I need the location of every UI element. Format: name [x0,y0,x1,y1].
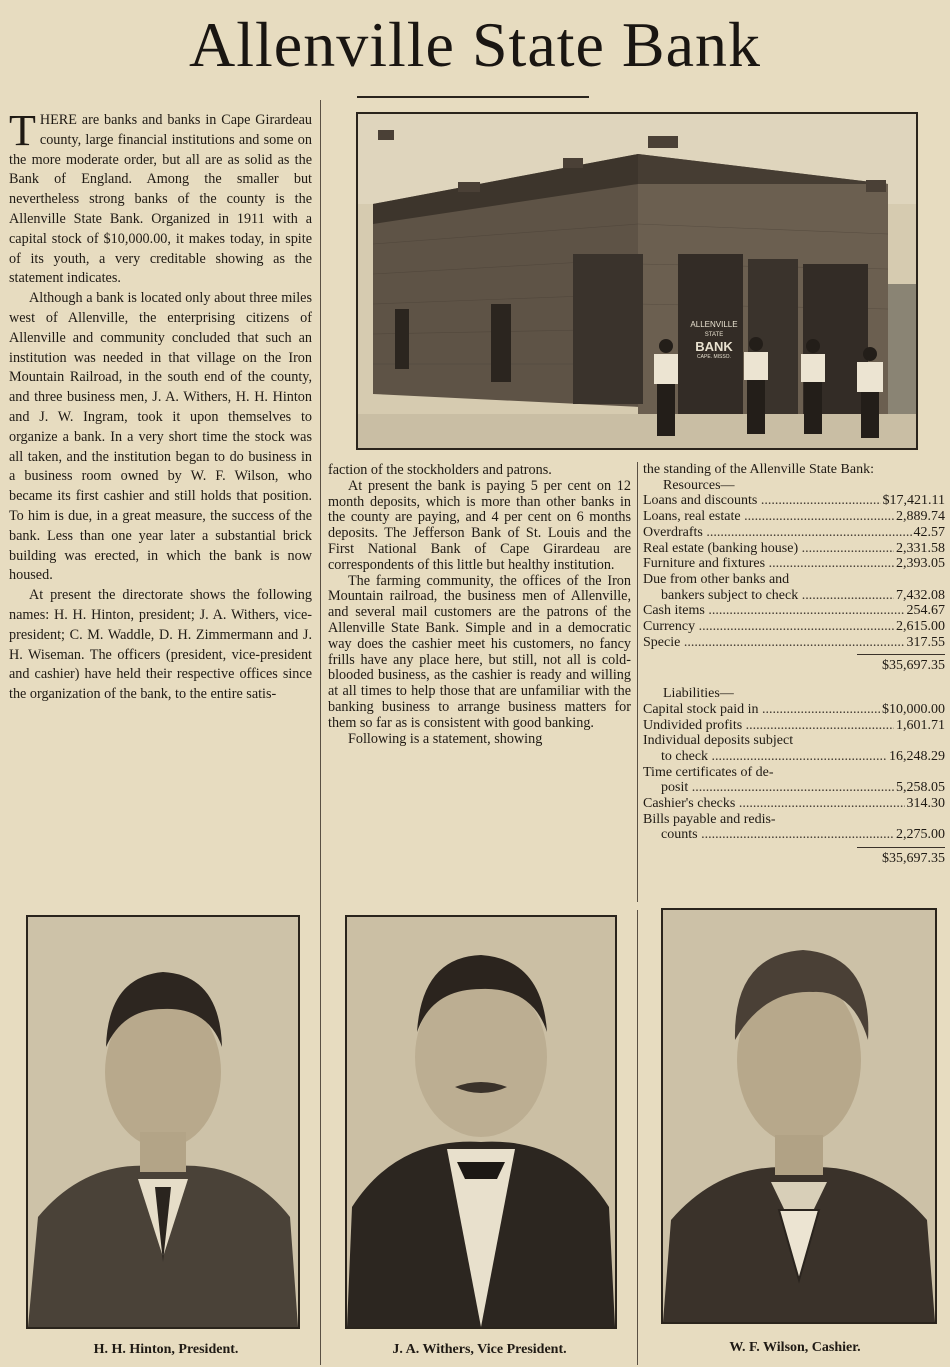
resources-table [643,493,945,650]
statement-row-amount: 2,889.74 [896,509,945,525]
statement-row-label: Loans, real estate ..... [643,509,894,525]
article-column-1 [9,111,312,906]
liabilities-total-rule [857,847,945,848]
portrait-withers-illustration [347,917,615,1327]
statement-row-label: Furniture and fixtures ..... [643,556,894,572]
statement-row [643,780,945,796]
portrait-hinton [26,915,300,1329]
statement-row [643,827,945,843]
statement-row-label: Overdrafts ..... [643,525,912,541]
statement-row [643,509,945,525]
statement-row-amount [943,765,945,781]
statement-row-amount: 42.57 [913,524,945,540]
statement-row-label: counts ..... [643,827,894,843]
statement-row [643,796,945,812]
paragraph: At present the bank is paying 5 per cent on 12 month deposits, which is more than other banks in the county are paying, and 4 per cent on 6 months deposits. The Jefferson Bank of St. Louis and the First National Bank of Cape Girardeau are correspondents of this little but healthy institution. [328,477,631,573]
column-rule-4 [637,910,638,1365]
statement-row-label: Loans and discounts ..... [643,493,881,509]
paragraph: faction of the stockholders and patrons. [328,463,552,478]
statement-row-label: bankers subject to check ..... [643,588,894,604]
statement-row [643,765,945,781]
statement-row-amount: 5,258.05 [896,780,945,796]
statement-row-amount [943,812,945,828]
statement-row [643,733,945,749]
column-rule-1 [320,100,321,910]
liabilities-total: $35,697.35 [882,851,945,867]
statement-row-amount [943,572,945,588]
statement-row [643,702,945,718]
statement-row [643,588,945,604]
statement-row-label: Undivided profits ..... [643,718,894,734]
paragraph-text: HERE are banks and banks in Cape Girardeau county, large financial institutions and some on the more moderate order, but all are as solid as the Bank of England. Among the smaller but nevertheless strong banks of the county is the Allenville State Bank. Organized in 1911 with a capital stock of $10,000.00, it makes today, in spite of its youth, a very creditable showing as the statement indicates. [9,112,312,287]
statement-row-amount: $10,000.00 [882,701,945,717]
paragraph: Following is a statement, showing [348,730,543,747]
paragraph: The farming community, the offices of the Iron Mountain railroad, the business men of Allenville, and several mail customers are the patrons of the Allenville State Bank. Simple and in a democratic way does the cashier meet his customers, no fancy frills have any place here, but still, not all is cold-blooded business, as the cashier is ready and willing at all times to help those that are unfamiliar with the banking business to arrange business matters for them so far as is consistent with good banking. [328,572,631,731]
statement-row [643,603,945,619]
bank-window-sign [680,319,748,363]
statement-row-label: Real estate (banking house) ..... [643,541,894,557]
paragraph: Although a bank is located only about three miles west of Allenville, the enterprising citizens of Allenville and community concluded that such an institution was needed in that village on the Iron Mountain Railroad, in the south end of the county, and three business men, J. A. Withers, H. H. Hinton and J. W. Ingram, took it upon themselves to organize a bank. In a very short time the stock was all taken, and the institution began to do business in a business room owned by W. F. Wilson, who became its first cashier and still holds that position. To him is due, in a great measure, the success of the bank. Less than one year later a substantial brick building was erected, in which the bank is now housed. [9,290,312,584]
article-column-2 [328,463,631,893]
portrait-wilson-illustration [663,910,935,1322]
statement-row-amount: 7,432.08 [896,587,945,603]
statement-row-amount: 1,601.71 [896,717,945,733]
statement-row-label: Specie ..... [643,635,905,651]
paragraph [9,111,312,289]
statement-row [643,572,945,588]
caption-hinton: H. H. Hinton, President. [93,1342,239,1357]
statement-row-amount: 254.67 [906,603,945,619]
sign-line-1: ALLENVILLE [690,320,738,329]
article-title: Allenville State Bank [189,9,761,80]
resources-total-rule [857,654,945,655]
statement-row-label: Currency ..... [643,619,894,635]
statement-row-amount: 314.30 [906,796,945,812]
statement-row-amount [943,733,945,749]
statement-row-label: Capital stock paid in ..... [643,702,880,718]
statement-row-label: to check ..... [643,749,887,765]
statement-row [643,619,945,635]
statement-row-label: Individual deposits subject [643,733,794,749]
statement-row-amount: 2,615.00 [896,619,945,635]
portrait-wilson [661,908,937,1324]
statement-row-label: Cash items ..... [643,603,905,619]
bank-building-photo [356,112,918,450]
column-rule-2 [637,462,638,902]
statement-row [643,525,945,541]
statement-row [643,718,945,734]
resources-heading: Resources— [663,477,735,493]
drop-cap: T [9,111,36,155]
statement-row-amount: 2,331.58 [896,540,945,556]
statement-row-label: Bills payable and redis- [643,811,776,827]
statement-row-label: Time certificates of de- [643,764,774,780]
statement-row [643,556,945,572]
statement-row-label: Cashier's checks ..... [643,796,905,812]
statement-row [643,749,945,765]
caption-withers: J. A. Withers, Vice President. [392,1342,567,1357]
statement-row [643,635,945,651]
statement-row-amount: $17,421.11 [882,493,945,509]
sign-line-2: STATE [704,332,724,338]
statement-row-label: Due from other banks and [643,571,790,587]
liabilities-heading: Liabilities— [663,686,734,702]
title-rule [357,96,589,98]
portrait-withers [345,915,617,1329]
caption-wilson: W. F. Wilson, Cashier. [729,1340,861,1355]
resources-total: $35,697.35 [882,658,945,674]
statement-row-amount: 317.55 [906,634,945,650]
statement-row-amount: 2,393.05 [896,556,945,572]
statement-row [643,541,945,557]
statement-row-amount: 2,275.00 [896,827,945,843]
sign-line-4: CAPE. MISSO. [697,354,731,360]
bank-statement [643,462,945,867]
statement-row-amount: 16,248.29 [889,748,945,764]
statement-intro: the standing of the Allenville State Bank: [643,462,874,477]
column-rule-3 [320,910,321,1365]
portrait-hinton-illustration [28,917,298,1327]
liabilities-table [643,702,945,843]
sign-line-3: BANK [695,339,733,354]
building-illustration [358,114,916,448]
statement-row-label: posit ..... [643,780,894,796]
statement-row [643,812,945,828]
paragraph: At present the directorate shows the following names: H. H. Hinton, president; J. A. Withers, vice-president; C. M. Waddle, D. H. Zimmermann and J. H. Wiseman. The officers (president, vice-president and cashier) have held their respective offices since the organization of the bank, to the entire satis- [9,587,312,703]
statement-row [643,493,945,509]
